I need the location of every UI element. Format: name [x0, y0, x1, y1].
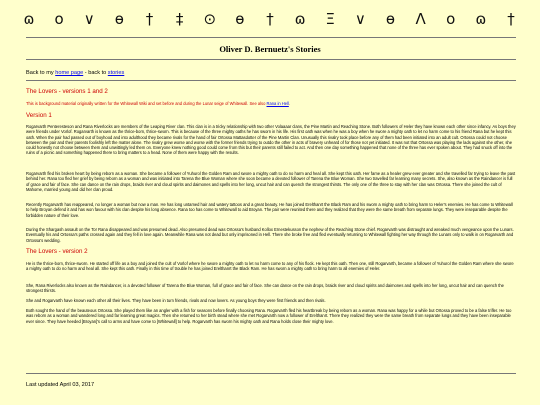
rune-glyph-icon: Ξ	[325, 10, 335, 28]
rune-glyph-icon: ɵ	[114, 10, 124, 28]
rune-glyph-icon: ∨	[83, 10, 95, 28]
breadcrumb	[26, 70, 516, 77]
footer-divider	[26, 373, 516, 374]
version2-paragraph-3: She and Rogarvarth have known each other all their lives. They have been in turn friends, rivals and now lovers. As young boys they were first friends and then rivals.	[26, 298, 326, 303]
rana-in-hell-link[interactable]: Rana in Hell	[266, 101, 289, 106]
site-title: Oliver D. Bernuetz's Stories	[219, 44, 321, 54]
version2-paragraph-2: She, Rana Riverlocks also known as the Raindancer, is a devoted follower of Tarena the Blue Woman, full of grace and fair of face. She can dance on the rain drops, braids river and cloud spirits and daimones and spells into her long, uncut hair and can quench the strongest thirsts.	[26, 283, 504, 294]
version1-paragraph-3: Recently Rogarvarth has reappeared, no longer a woman but now a man. He has long untamed hair and watery tattoos and a great beauty. He has joined Erelthanrt the Black Ram and his sworn a mighty oath to bring harm to Heler's enemies. He has come to Whitewall to help Broyan defend it and has won favour with his clan despite his long absence. Rana too has come to Whitewall to aid Broyan. The pair were reunited there and they realized that they were the same breath from separate lungs. They were inseparable despite the forbidden nature of their love.	[26, 202, 513, 218]
nav-separator: - back to	[83, 70, 108, 76]
nav-divider	[26, 80, 516, 81]
version2-paragraph-4: Both sought the hand of the beauteous Ortossa. She played them like an angler with a fish for seasons before finally choosing Rana. Rogarvarth fled his heartbreak by being reborn as a woman. Rana was happy for a while but Ortossa proved to be a false trifler. He too was reborn as a woman and wandered long and far learning great magics. Then she returned to her birth stead where she met Rogarvarth now a follower of Erelthanrt. There they realized they were the same breath from separate lungs and they have been inseparable ever since. They have heeded [Broyan]'s call to arms and have come to [Whitewall] to help. Rogarvarth has sworn his mighty oath and Rana holds close their mighty love.	[26, 308, 512, 324]
background-note	[26, 101, 516, 106]
version1-paragraph-2: Rogarvarth fled his broken heart by being reborn as a woman. She became a follower of Yuhurol the Golden Ram and swore a mighty oath to do no harm and heal all. She kept this oath. Her fame as a healer grew ever greater and she travelled far trying to leave the past behind her. Rana too fled her grief by being reborn as a woman and was initiated into Tarena the Blue Woman where she soon became a devoted follower of Tarena the Blue Woman. She two travelled far learning many secrets. She, also known as the Raindancer is full of grace and fair of face. She can dance on the rain drops, braids river and cloud spirits and daimones and spells into her long, uncut hair and can quench the strongest thirsts. The only one of the three to stay with her clan was Ortossa. There she joined the cult of Mahome, married young and did her clan proud.	[26, 171, 516, 192]
version1-paragraph-4: During the Shargash assault on the Tor Rana disappeared and was presumed dead. Also presumed dead was Ortossa's husband Kollox Ernestekusson the nephew of the Reaching Stone chief. Rogarvarth was distraught and wreaked much vengeance upon the Lunars. Eventually his and Ortossa's paths crossed again and they fell in love again. Meanwhile Rana was not dead but only imprisoned in Hell. There she broke free and fled eventually returning to Whitewall fighting her way through the Lunars only to walk in on Rogarvarth and Ortossa's wedding.	[26, 227, 514, 243]
rune-glyph-icon: †	[266, 10, 274, 28]
rune-glyph-icon: Λ	[415, 10, 426, 28]
rune-glyph-icon: ɷ	[294, 10, 306, 28]
rune-glyph-icon: †	[145, 10, 154, 28]
rune-glyph-icon: ο	[54, 10, 64, 28]
background-note-text: This is background material originally written for the Whitewall Wiki and set before and during the Lunar seige of Whitewall. See also	[26, 101, 267, 106]
rune-glyph-icon: ɵ	[385, 10, 396, 28]
version2-paragraph-1: He is the thrice-born, thrice-sworn. He started off life as a boy and joined the cult of Vorlof where he swore a mighty oath to let no harm come to any of his flock. He kept this oath. Then one, still Rogarvarth, became a follower of Yuhurol the Golden Ram where she swore a mighty oath to do no harm and heal all. She kept this oath. Finally in this time of trouble he has joined Erelthanrt the Black Ram. He has sworn a mighty oath to bring harm to all enemies of Heler.	[26, 261, 514, 272]
rune-glyph-icon: ‡	[175, 10, 184, 28]
rune-glyph-icon: †	[507, 10, 515, 28]
rune-glyph-icon: ∨	[354, 10, 366, 28]
rune-glyph-icon: ɵ	[235, 10, 245, 28]
rune-glyph-icon: ⊙	[203, 10, 217, 28]
rune-glyph-icon: ɷ	[23, 10, 35, 28]
rune-glyph-icon: ɷ	[475, 10, 487, 28]
version1-paragraph-1: Rogarvarth Penteresteson and Rana Riverlocks are members of the Leaping River clan. This clan is in a tricky relationship with two other Volaaaar clans, the Pine Martin and Reaching Stone. Both followers of Heler they have known each other since infancy. As boys they were friends under Vorlof. Rogarvarth is known as the thrice-born, thrice-sworn. This is because of the three mighty oaths he has sworn in his life. His first oath was when he was a boy when he swore a mighty oath to let no harm come to his friend Rana but he kept this oath. When the pair had passed out of boyhood and into adulthood they became rivals for the hand of fair Ortossa Mattasdotter of the Pine Martin Clan. Unusually this rivalry took place before any of them had been initiated into an adult cult. Ortossa could not choose between the pair and their parents foolishly left the matter alone. The rivalry grew worse and worse with the former friends trying to outdo the other in acts of bravery unheard of for those not yet initiated. It was not that Ortossa was playing the lads against she other, she could honestly not choose between them and unwittingly led them on. Everyone knew nothing good could come from this but their parents still failed to act. And then one day something happened that none of the three has ever spoken about. They had snuck off into the ruins of a picnic and something happened there to bring matters to a head. None of them were happy with the results.	[26, 124, 516, 156]
top-divider	[26, 37, 516, 38]
version2-heading: The Lovers - version 2	[26, 248, 88, 255]
stories-link[interactable]: stories	[107, 70, 125, 76]
last-updated: Last updated April 03, 2017	[26, 382, 95, 388]
rune-glyph-icon: ο	[446, 10, 456, 28]
background-note-end: .	[288, 101, 290, 106]
version1-heading: Version 1	[26, 112, 52, 119]
glyph-banner	[0, 0, 540, 38]
nav-prefix: Back to my	[26, 70, 56, 76]
home-page-link[interactable]: home page	[55, 70, 84, 76]
title-divider	[26, 59, 516, 60]
page-heading: The Lovers - versions 1 and 2	[26, 88, 108, 95]
